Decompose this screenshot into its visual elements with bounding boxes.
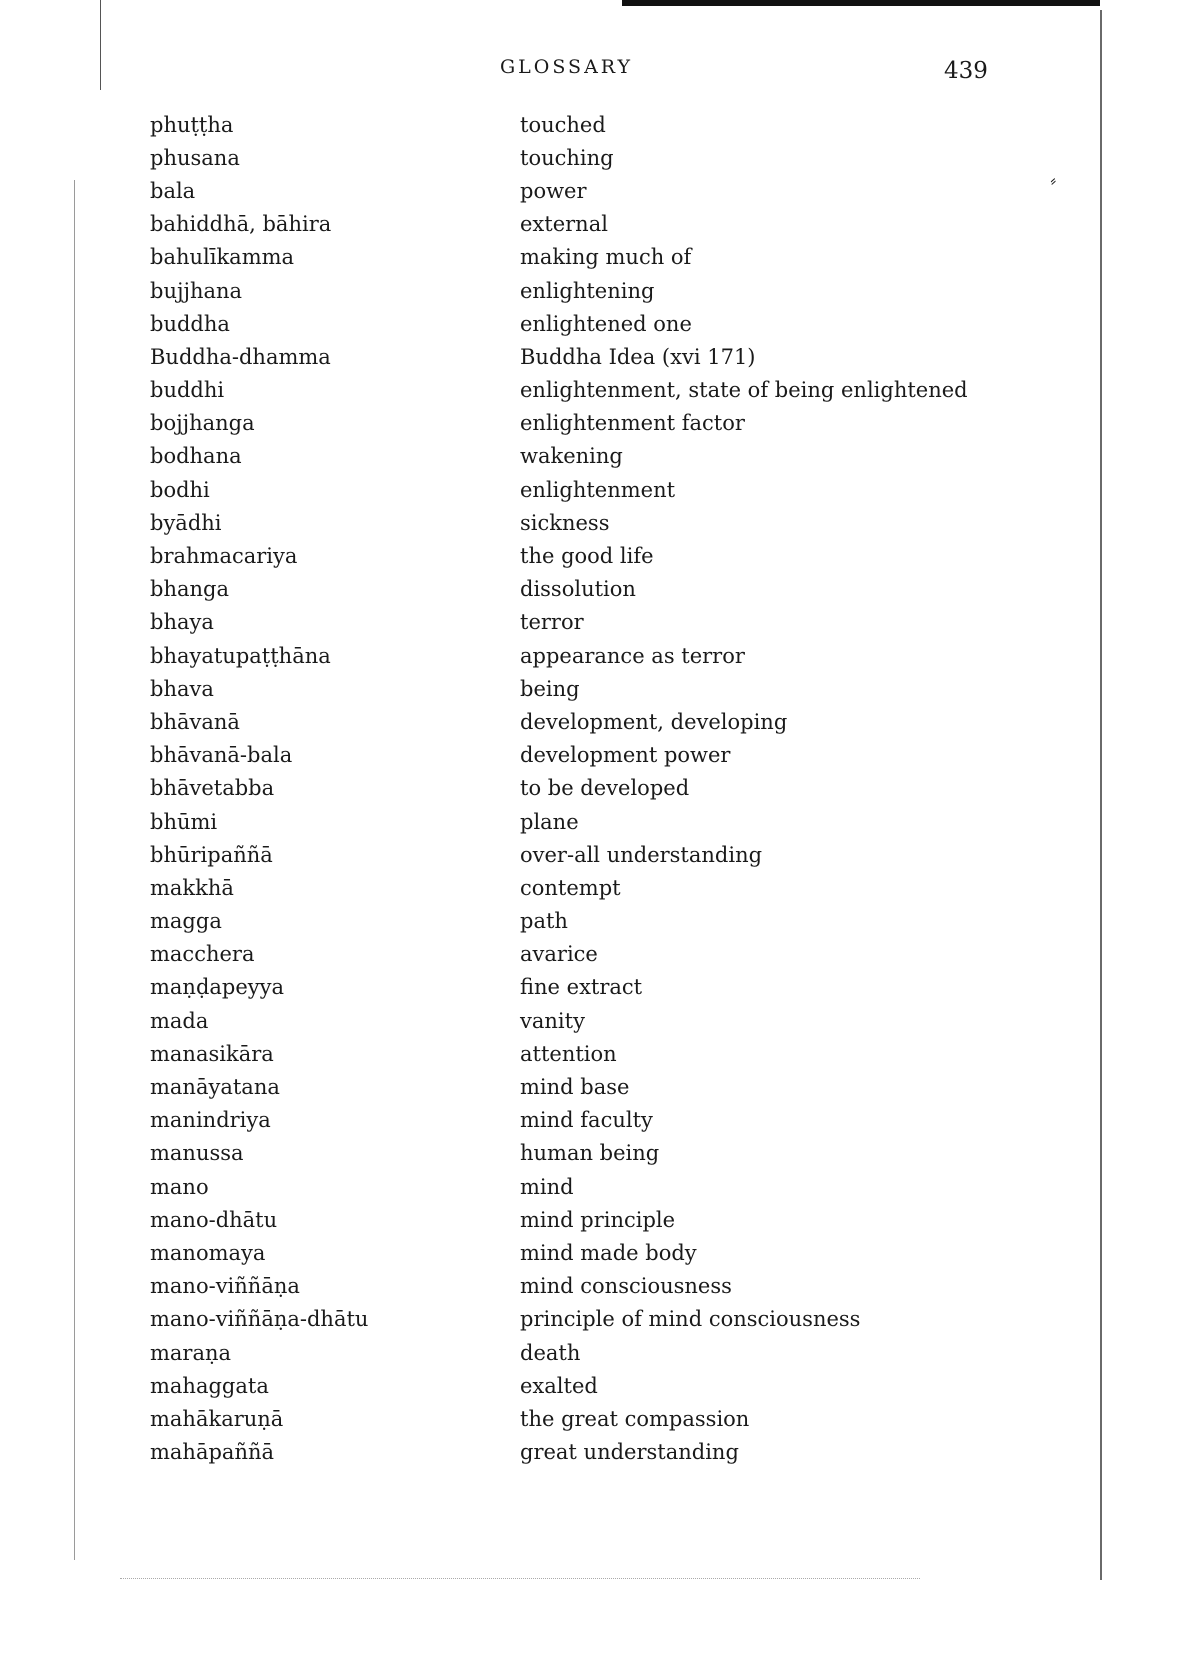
- glossary-gloss: enlightenment, state of being enlightened: [520, 378, 968, 403]
- glossary-gloss: death: [520, 1340, 581, 1365]
- glossary-entry: [150, 1104, 1010, 1137]
- glossary-entry: [150, 1402, 1010, 1435]
- glossary-entry: [150, 606, 1010, 639]
- glossary-list: [150, 108, 1010, 1469]
- glossary-entry: [150, 1170, 1010, 1203]
- page-number: 439: [944, 58, 988, 84]
- scan-gutter-line: [74, 180, 75, 1560]
- glossary-entry: [150, 440, 1010, 473]
- glossary-entry: [150, 1004, 1010, 1037]
- glossary-term: mada: [150, 1008, 209, 1033]
- glossary-gloss: development power: [520, 743, 731, 768]
- glossary-gloss: mind consciousness: [520, 1274, 732, 1299]
- glossary-entry: [150, 573, 1010, 606]
- glossary-entry: [150, 1336, 1010, 1369]
- glossary-gloss: exalted: [520, 1373, 598, 1398]
- glossary-term: mahāpaññā: [150, 1440, 275, 1465]
- running-head: GLOSSARY: [500, 56, 634, 78]
- glossary-entry: [150, 241, 1010, 274]
- glossary-gloss: being: [520, 676, 580, 701]
- glossary-term: brahmacariya: [150, 544, 298, 569]
- glossary-term: mano-dhātu: [150, 1207, 278, 1232]
- glossary-gloss: plane: [520, 809, 579, 834]
- glossary-gloss: to be developed: [520, 776, 690, 801]
- glossary-entry: [150, 1303, 1010, 1336]
- glossary-gloss: principle of mind consciousness: [520, 1307, 861, 1332]
- glossary-gloss: appearance as terror: [520, 643, 745, 668]
- glossary-term: maṇḍapeyya: [150, 975, 285, 1000]
- glossary-term: bujjhana: [150, 278, 243, 303]
- glossary-term: bhanga: [150, 577, 229, 602]
- glossary-term: bhayatupaṭṭhāna: [150, 643, 331, 668]
- glossary-term: manāyatana: [150, 1075, 280, 1100]
- glossary-gloss: enlightening: [520, 278, 655, 303]
- glossary-entry: [150, 805, 1010, 838]
- glossary-gloss: avarice: [520, 942, 598, 967]
- glossary-entry: [150, 473, 1010, 506]
- glossary-gloss: great understanding: [520, 1440, 739, 1465]
- glossary-term: bhāvanā-bala: [150, 743, 293, 768]
- glossary-term: magga: [150, 909, 222, 934]
- glossary-term: mano-viññāṇa: [150, 1274, 300, 1299]
- glossary-term: manindriya: [150, 1108, 271, 1133]
- glossary-gloss: touched: [520, 112, 606, 137]
- glossary-gloss: attention: [520, 1041, 617, 1066]
- glossary-entry: [150, 672, 1010, 705]
- glossary-entry: [150, 539, 1010, 572]
- glossary-entry: [150, 407, 1010, 440]
- glossary-entry: [150, 1436, 1010, 1469]
- glossary-gloss: Buddha Idea (xvi 171): [520, 344, 756, 369]
- glossary-term: byādhi: [150, 510, 222, 535]
- glossary-term: buddhi: [150, 378, 225, 403]
- glossary-gloss: mind: [520, 1174, 574, 1199]
- glossary-entry: [150, 938, 1010, 971]
- glossary-term: bojjhanga: [150, 411, 255, 436]
- scan-noise-bottom: [120, 1578, 920, 1580]
- glossary-entry: [150, 871, 1010, 904]
- glossary-term: bhūripaññā: [150, 842, 273, 867]
- glossary-term: buddha: [150, 311, 230, 336]
- scan-edge-right: [1100, 10, 1102, 1580]
- glossary-gloss: enlightenment: [520, 477, 676, 502]
- glossary-entry: [150, 307, 1010, 340]
- glossary-term: phusana: [150, 145, 240, 170]
- glossary-entry: [150, 772, 1010, 805]
- glossary-entry: [150, 274, 1010, 307]
- glossary-entry: [150, 1137, 1010, 1170]
- scan-edge-left: [100, 0, 101, 90]
- glossary-term: manasikāra: [150, 1041, 274, 1066]
- glossary-gloss: mind base: [520, 1075, 630, 1100]
- glossary-gloss: development, developing: [520, 709, 788, 734]
- glossary-term: bhaya: [150, 610, 214, 635]
- glossary-gloss: over-all understanding: [520, 842, 763, 867]
- glossary-entry: [150, 1270, 1010, 1303]
- glossary-entry: [150, 340, 1010, 373]
- glossary-gloss: external: [520, 212, 608, 237]
- glossary-term: bodhi: [150, 477, 210, 502]
- glossary-term: manussa: [150, 1141, 244, 1166]
- glossary-gloss: vanity: [520, 1008, 585, 1033]
- glossary-entry: [150, 141, 1010, 174]
- glossary-gloss: path: [520, 909, 568, 934]
- glossary-entry: [150, 739, 1010, 772]
- glossary-gloss: the great compassion: [520, 1406, 750, 1431]
- glossary-gloss: contempt: [520, 875, 621, 900]
- glossary-entry: [150, 1203, 1010, 1236]
- glossary-term: bahulīkamma: [150, 245, 295, 270]
- glossary-term: bodhana: [150, 444, 242, 469]
- glossary-term: bhava: [150, 676, 214, 701]
- glossary-entry: [150, 506, 1010, 539]
- glossary-term: macchera: [150, 942, 255, 967]
- glossary-term: phuṭṭha: [150, 112, 234, 137]
- glossary-entry: [150, 971, 1010, 1004]
- glossary-gloss: terror: [520, 610, 584, 635]
- glossary-entry: [150, 838, 1010, 871]
- glossary-term: bahiddhā, bāhira: [150, 212, 332, 237]
- glossary-term: mahākaruṇā: [150, 1406, 284, 1431]
- glossary-entry: [150, 208, 1010, 241]
- glossary-term: Buddha-dhamma: [150, 344, 331, 369]
- glossary-entry: [150, 1236, 1010, 1269]
- glossary-term: bhūmi: [150, 809, 218, 834]
- glossary-entry: [150, 374, 1010, 407]
- stray-mark-icon: ⸗: [1047, 169, 1059, 192]
- glossary-term: makkhā: [150, 875, 234, 900]
- glossary-gloss: mind faculty: [520, 1108, 653, 1133]
- glossary-gloss: sickness: [520, 510, 610, 535]
- glossary-gloss: human being: [520, 1141, 660, 1166]
- glossary-term: bala: [150, 178, 196, 203]
- glossary-term: bhāvanā: [150, 709, 240, 734]
- glossary-gloss: wakening: [520, 444, 623, 469]
- glossary-entry: [150, 639, 1010, 672]
- glossary-entry: [150, 705, 1010, 738]
- glossary-term: mahaggata: [150, 1373, 269, 1398]
- glossary-gloss: enlightened one: [520, 311, 692, 336]
- glossary-entry: [150, 108, 1010, 141]
- glossary-entry: [150, 1037, 1010, 1070]
- glossary-term: bhāvetabba: [150, 776, 275, 801]
- glossary-gloss: the good life: [520, 544, 654, 569]
- glossary-gloss: enlightenment factor: [520, 411, 745, 436]
- glossary-term: maraṇa: [150, 1340, 232, 1365]
- glossary-gloss: touching: [520, 145, 614, 170]
- glossary-term: mano-viññāṇa-dhātu: [150, 1307, 369, 1332]
- glossary-gloss: power: [520, 178, 587, 203]
- glossary-gloss: making much of: [520, 245, 692, 270]
- scan-shadow-top: [622, 0, 1100, 6]
- glossary-entry: [150, 174, 1010, 207]
- glossary-gloss: mind principle: [520, 1207, 676, 1232]
- glossary-term: manomaya: [150, 1240, 266, 1265]
- glossary-term: mano: [150, 1174, 209, 1199]
- glossary-entry: [150, 905, 1010, 938]
- glossary-gloss: dissolution: [520, 577, 636, 602]
- glossary-gloss: fine extract: [520, 975, 643, 1000]
- glossary-entry: [150, 1369, 1010, 1402]
- glossary-gloss: mind made body: [520, 1240, 697, 1265]
- glossary-entry: [150, 1070, 1010, 1103]
